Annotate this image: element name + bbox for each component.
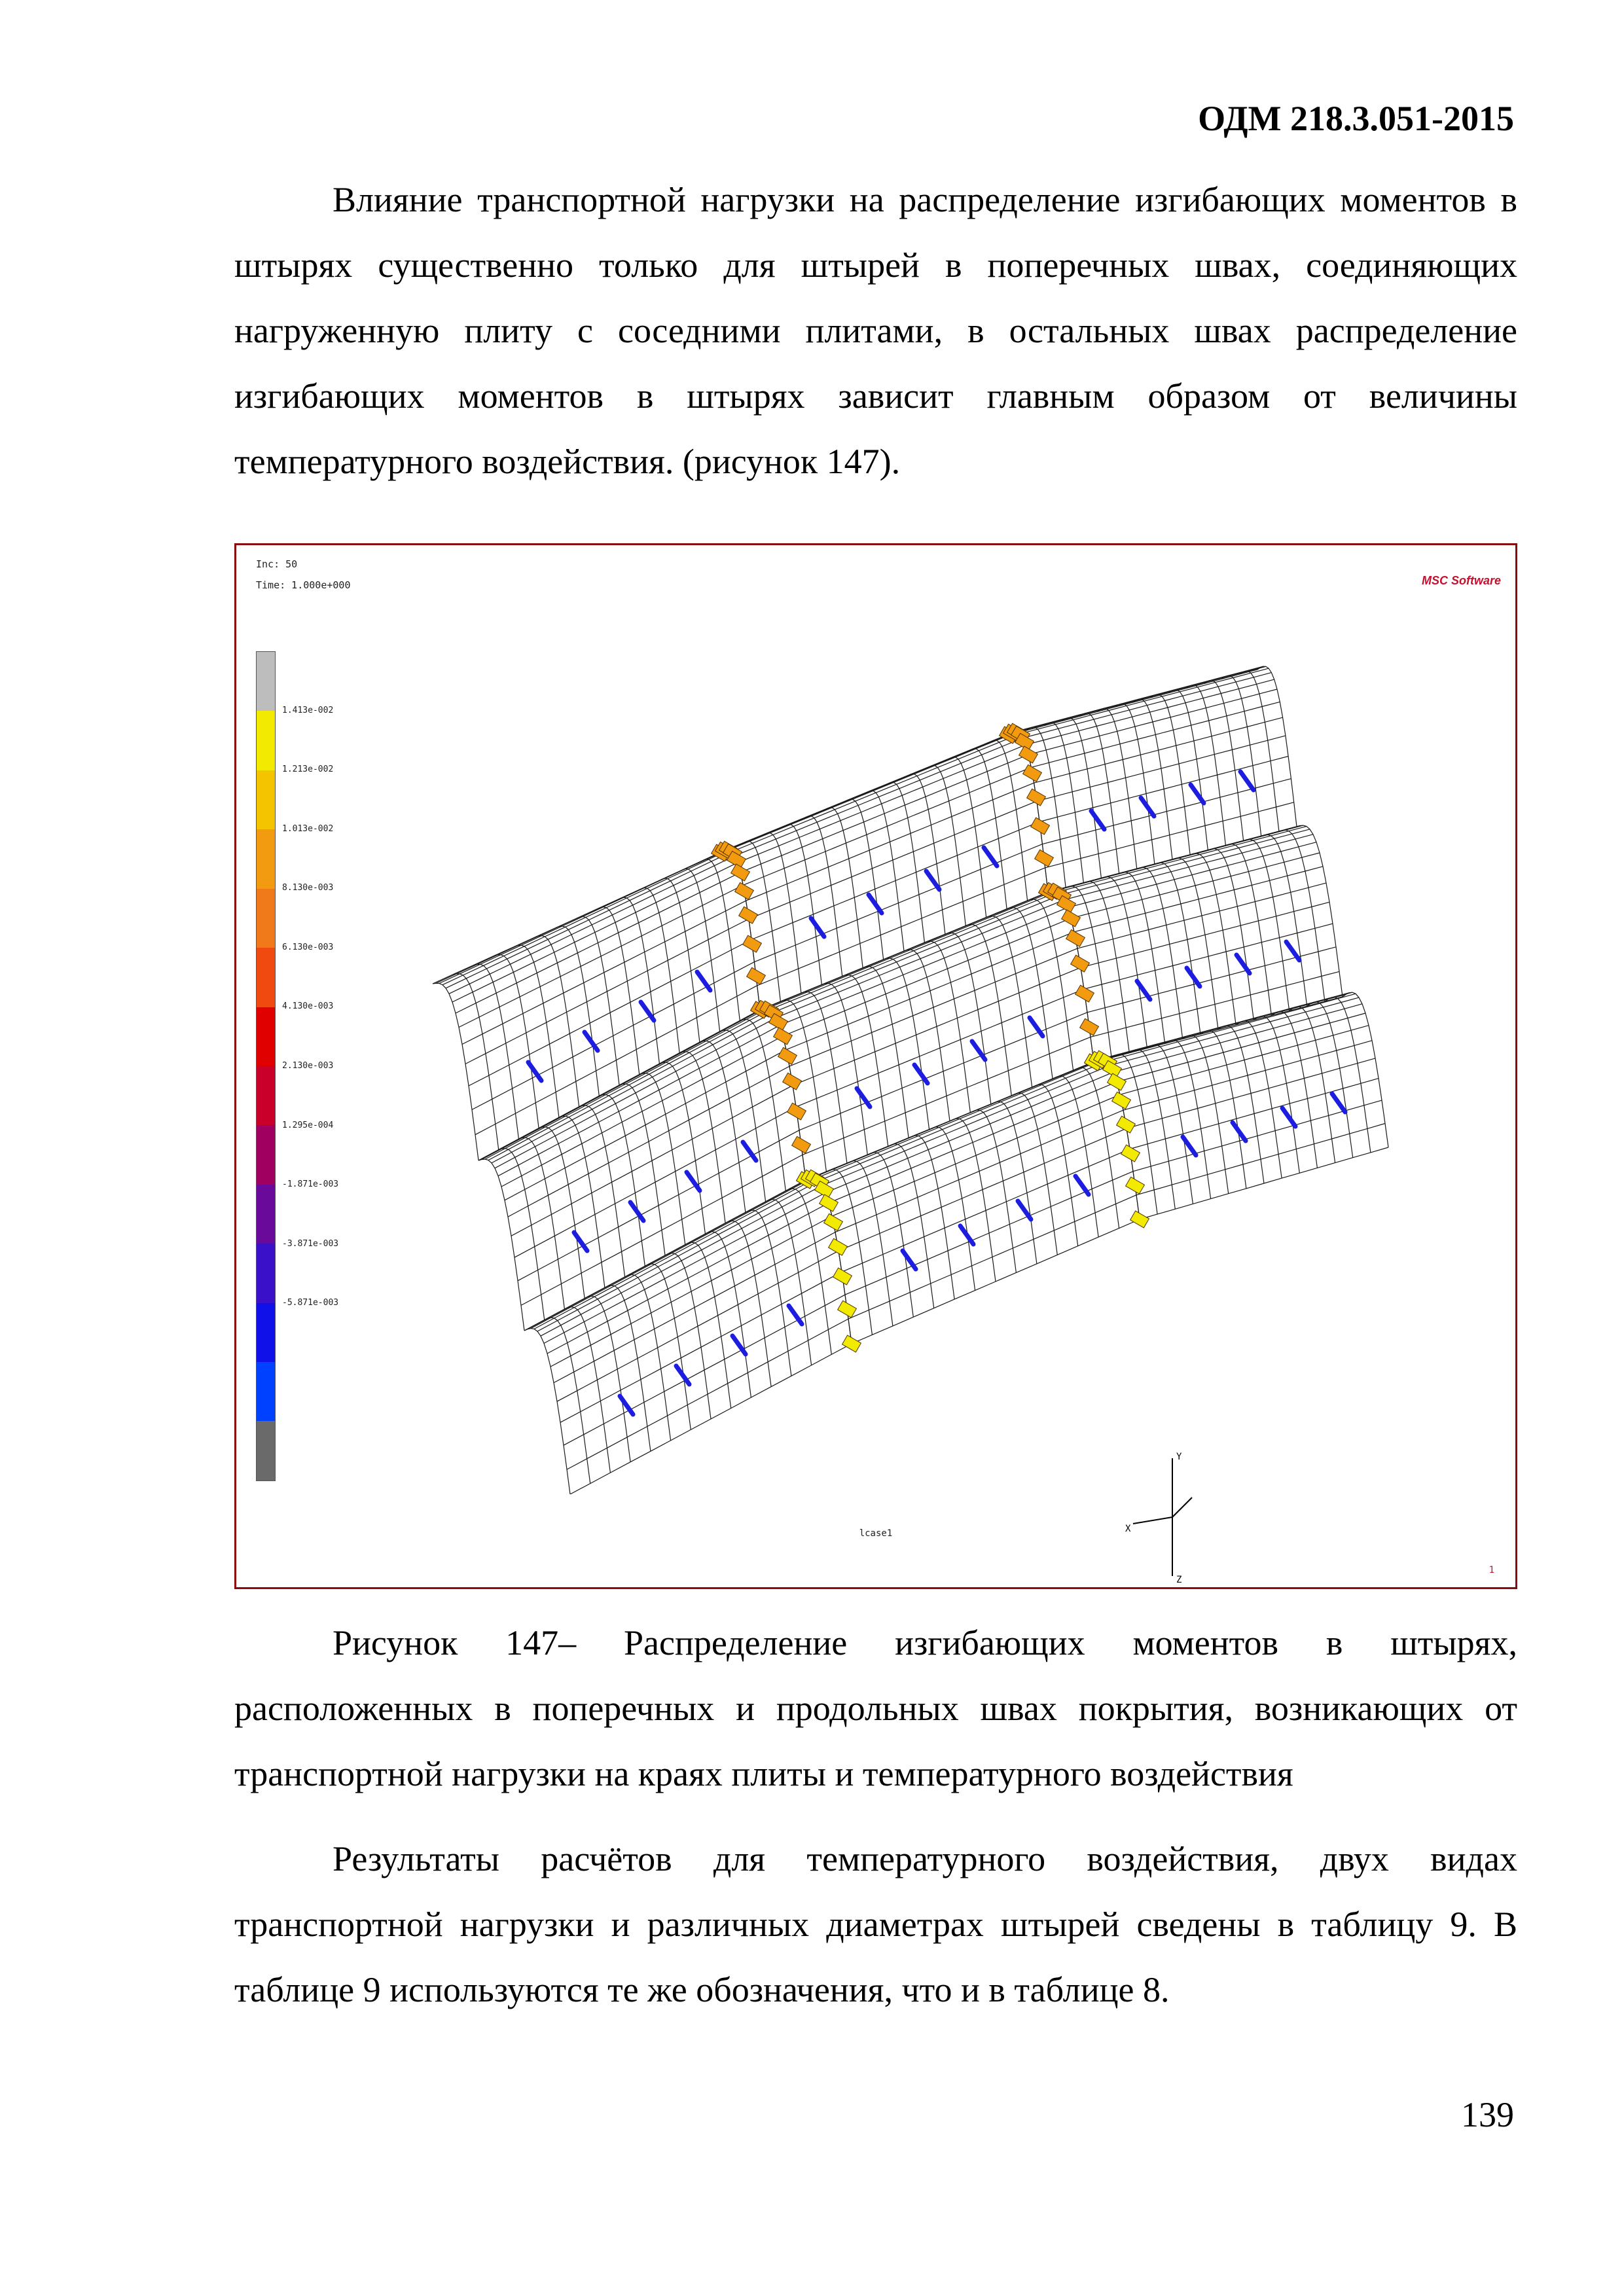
increment-label: Inc: 50 [256, 558, 298, 570]
document-code: ОДМ 218.3.051-2015 [1198, 99, 1514, 138]
legend-swatch [257, 1007, 275, 1066]
axis-triad [1120, 1445, 1225, 1589]
intro-paragraph: Влияние транспортной нагрузки на распределение изгибающих моментов в штырях существенно только для штырей в поперечных швах, соединяющих нагруженную плиту с соседними плитами, в остальных швах распределение изгибающих моментов в штырях зависит главным образом от величины температурного воздействия. (рисунок 147). [234, 180, 1517, 481]
legend-swatch [257, 889, 275, 948]
legend-swatch [257, 1185, 275, 1244]
results-paragraph: Результаты расчётов для температурного воздействия, двух видах транспортной нагрузки и различных диаметрах штырей сведены в таблицу 9. В таблице 9 используются те же обозначения, что и в таблице 8. [234, 1839, 1517, 2009]
transverse-dowels-orange [1039, 882, 1104, 1071]
legend-swatch [257, 829, 275, 888]
color-legend-bar [256, 651, 276, 1481]
figure-147 [234, 543, 1517, 1589]
legend-label: 1.295e-004 [282, 1120, 334, 1130]
legend-swatch [257, 1244, 275, 1302]
legend-label: 1.013e-002 [282, 823, 334, 834]
figure-caption: Рисунок 147– Распределение изгибающих моментов в штырях, расположенных в поперечных и продольных швах покрытия, возникающих от транспортной нагрузки на краях плиты и температурного воздействия [234, 1623, 1517, 1793]
page-number: 139 [1461, 2095, 1514, 2134]
legend-label: 1.413e-002 [282, 705, 334, 715]
legend-swatch [257, 948, 275, 1007]
legend-label: 2.130e-003 [282, 1061, 334, 1071]
legend-label: -1.871e-003 [282, 1179, 339, 1190]
brand-logo: MSC Software [1421, 574, 1501, 587]
time-label: Time: 1.000e+000 [256, 579, 351, 591]
legend-swatch [257, 770, 275, 829]
load-case-label: lcase1 [859, 1528, 893, 1539]
transverse-dowels-yellow [1085, 1050, 1149, 1228]
mesh-grid [433, 666, 1388, 1494]
legend-swatch [257, 1066, 275, 1125]
legend-swatch [257, 652, 275, 711]
legend-label: 4.130e-003 [282, 1001, 334, 1012]
legend-label: -3.871e-003 [282, 1238, 339, 1249]
transverse-dowels-orange [712, 841, 770, 1018]
legend-label: -5.871e-003 [282, 1298, 339, 1308]
legend-swatch [257, 711, 275, 770]
legend-label: 8.130e-003 [282, 883, 334, 893]
plate-mesh-plot [354, 643, 1493, 1494]
legend-swatch [257, 1362, 275, 1421]
legend-label: 6.130e-003 [282, 942, 334, 952]
triad-label-y: Y [1176, 1452, 1182, 1462]
triad-label-x: X [1125, 1524, 1131, 1534]
legend-swatch [257, 1303, 275, 1362]
transverse-dowels-orange [1000, 723, 1058, 901]
legend-label: 1.213e-002 [282, 764, 334, 775]
legend-swatch [257, 1125, 275, 1184]
diag-axis-line [1172, 1498, 1192, 1517]
x-axis-line [1133, 1517, 1172, 1524]
figure-index: 1 [1489, 1565, 1494, 1575]
longitudinal-dowels [528, 772, 1345, 1414]
triad-label-z: Z [1176, 1575, 1182, 1585]
legend-swatch [257, 1421, 275, 1480]
